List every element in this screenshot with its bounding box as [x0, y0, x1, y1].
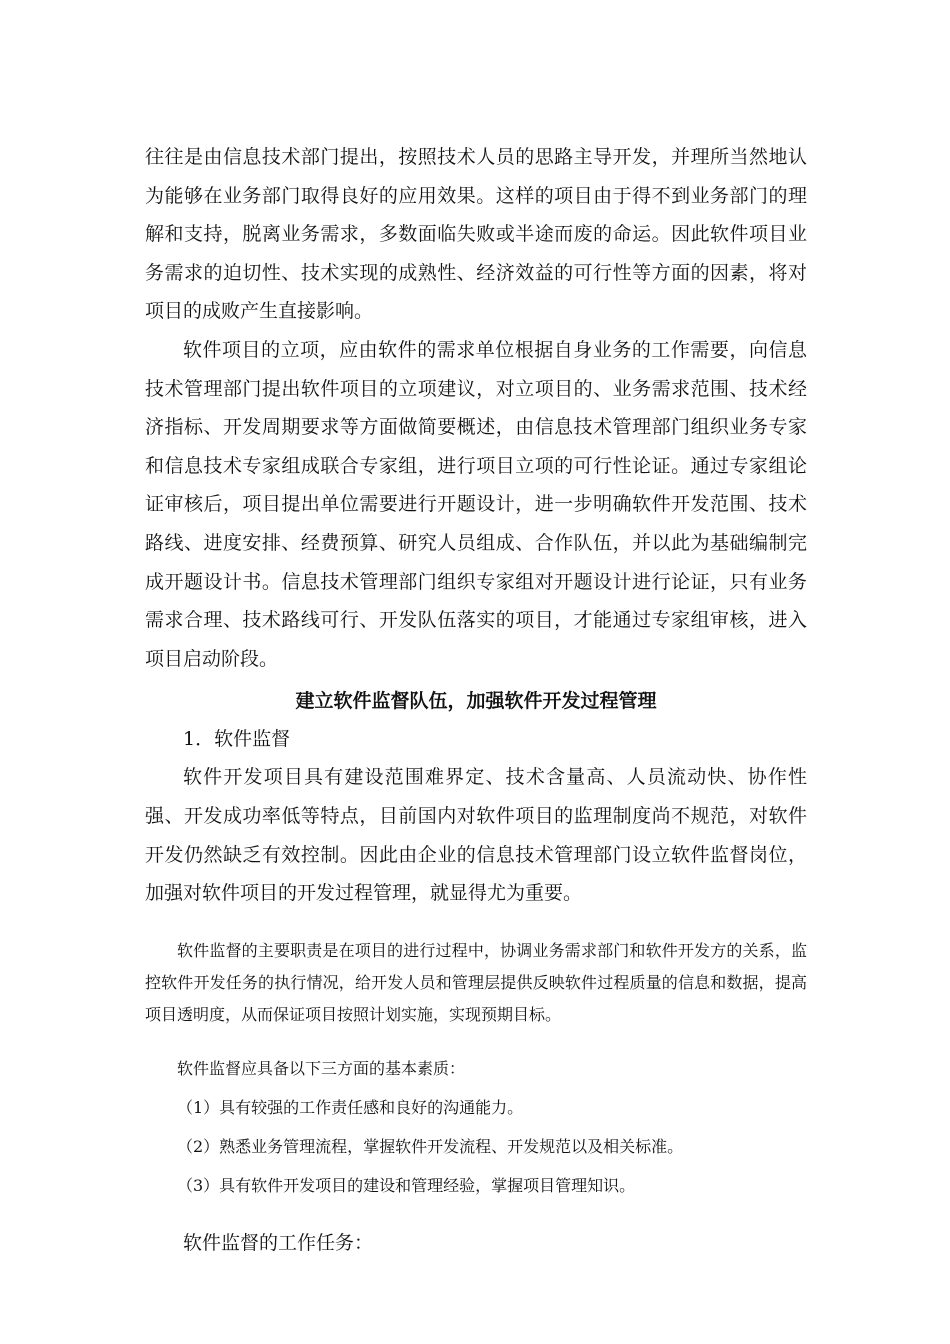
tasks-title: 软件监督的工作任务： [183, 1231, 374, 1254]
paragraph-supervision-intro: 软件开发项目具有建设范围难界定、技术含量高、人员流动快、协作性强、开发成功率低等特点，目前国内对软件项目的监理制度尚不规范，对软件开发仍然缺乏有效控制。因此由企业的信息技术管理部门设立软件监督岗位，加强对软件项目的开发过程管理，就显得尤为重要。 [145, 766, 807, 905]
quality-item-3: （3）具有软件开发项目的建设和管理经验，掌握项目管理知识。 [177, 1175, 636, 1195]
quality-item-2: （2）熟悉业务管理流程，掌握软件开发流程、开发规范以及相关标准。 [177, 1136, 684, 1156]
paragraph-project-initiation: 软件项目的立项，应由软件的需求单位根据自身业务的工作需要，向信息技术管理部门提出软件项目的立项建议，对立项目的、业务需求范围、技术经济指标、开发周期要求等方面做简要概述，由信息技术管理部门组织业务专家和信息技术专家组成联合专家组，进行项目立项的可行性论证。通过专家组论证审核后，项目提出单位需要进行开题设计，进一步明确软件开发范围、技术路线、进度安排、经费预算、研究人员组成、合作队伍，并以此为基础编制完成开题设计书。信息技术管理部门组织专家组对开题设计进行论证，只有业务需求合理、技术路线可行、开发队伍落实的项目，才能通过专家组审核，进入项目启动阶段。 [145, 338, 807, 670]
document-page [145, 138, 807, 1262]
paragraph-supervision-duties: 软件监督的主要职责是在项目的进行过程中，协调业务需求部门和软件开发方的关系，监控软件开发任务的执行情况，给开发人员和管理层提供反映软件过程质量的信息和数据，提高项目透明度，从而保证项目按照计划实施，实现预期目标。 [145, 940, 807, 1024]
qualities-intro: 软件监督应具备以下三方面的基本素质： [177, 1058, 466, 1078]
quality-item-1: （1）具有较强的工作责任感和良好的沟通能力。 [177, 1097, 524, 1117]
section-heading: 建立软件监督队伍，加强软件开发过程管理 [295, 690, 657, 713]
subsection-title: 1．软件监督 [183, 728, 291, 751]
paragraph-continuation: 往往是由信息技术部门提出，按照技术人员的思路主导开发，并理所当然地认为能够在业务部门取得良好的应用效果。这样的项目由于得不到业务部门的理解和支持，脱离业务需求，多数面临失败或半途而废的命运。因此软件项目业务需求的迫切性、技术实现的成熟性、经济效益的可行性等方面的因素，将对项目的成败产生直接影响。 [145, 146, 807, 323]
